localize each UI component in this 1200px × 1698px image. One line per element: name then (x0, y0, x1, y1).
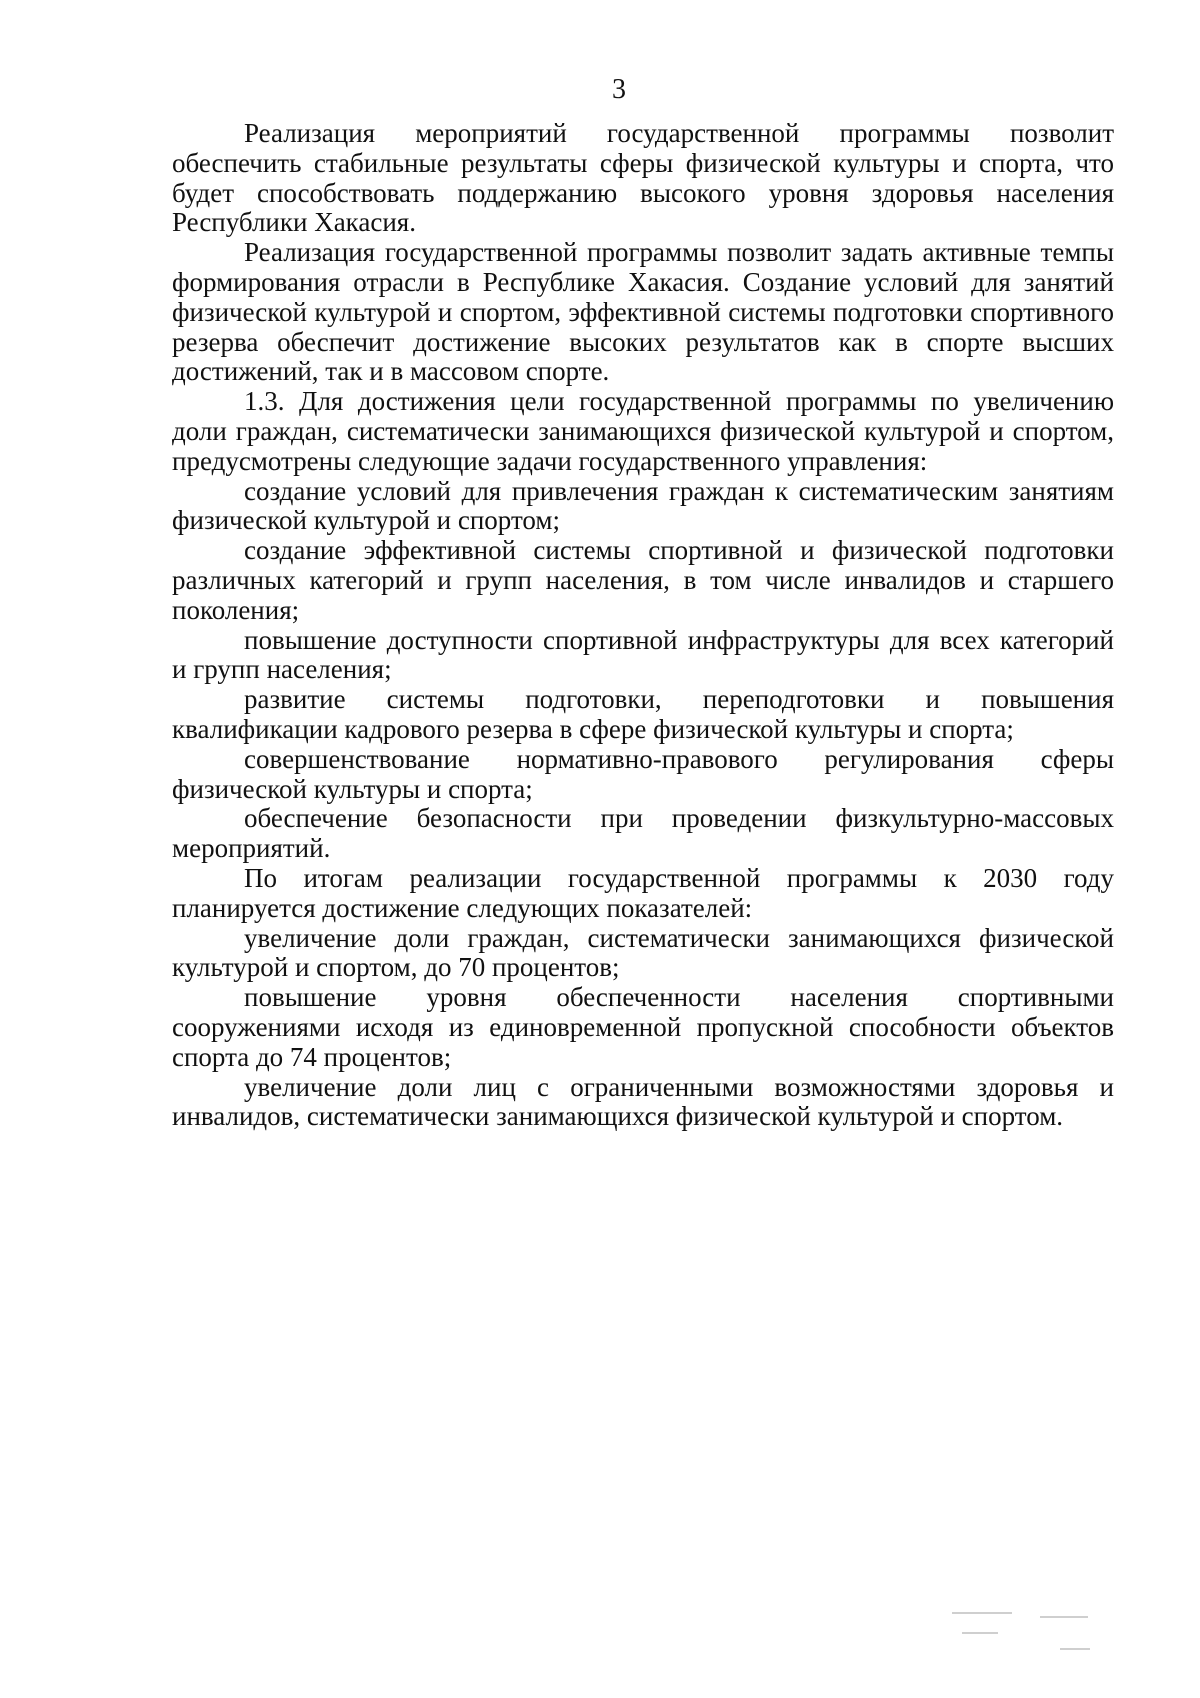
paragraph-8: совершенствование нормативно-правового регулирования сферы физической культуры и спорта; (172, 743, 1114, 804)
paragraph-6: повышение доступности спортивной инфраструктуры для всех категорий и групп населения; (172, 624, 1114, 685)
paragraph-3: 1.3. Для достижения цели государственной программы по увеличению доли граждан, систематически занимающихся физической культурой и спортом, предусмотрены следующие задачи государственного управления: (172, 386, 1114, 476)
paragraph-9: обеспечение безопасности при проведении физкультурно-массовых мероприятий. (172, 803, 1114, 864)
scan-artifact (962, 1632, 998, 1634)
paragraph-12: повышение уровня обеспеченности населения спортивными сооружениями исходя из единовременной пропускной способности объектов спорта до 74 процентов; (172, 982, 1114, 1072)
paragraph-1: Реализация мероприятий государственной программы позволит обеспечить стабильные результаты сферы физической культуры и спорта, что будет способствовать поддержанию высокого уровня здоровья населения Республики Хакасия. (172, 118, 1114, 238)
paragraph-2: Реализация государственной программы позволит задать активные темпы формирования отрасли в Республике Хакасия. Создание условий для занятий физической культурой и спортом, эффективной системы подготовки спортивного резерва обеспечит достижение высоких результатов как в спорте высших достижений, так и в массовом спорте. (172, 237, 1114, 387)
paragraph-5: создание эффективной системы спортивной и физической подготовки различных категорий и групп населения, в том числе инвалидов и старшего поколения; (172, 535, 1114, 625)
paragraph-4: создание условий для привлечения граждан к систематическим занятиям физической культурой и спортом; (172, 475, 1114, 536)
scan-artifact (1040, 1616, 1088, 1618)
scan-artifact (1060, 1648, 1090, 1650)
scan-artifact (952, 1612, 1012, 1614)
paragraph-13: увеличение доли лиц с ограниченными возможностями здоровья и инвалидов, систематически занимающихся физической культурой и спортом. (172, 1071, 1114, 1132)
paragraph-11: увеличение доли граждан, систематически занимающихся физической культурой и спортом, до 70 процентов; (172, 922, 1114, 983)
paragraph-10: По итогам реализации государственной программы к 2030 году планируется достижение следующих показателей: (172, 862, 1114, 923)
document-body (172, 119, 1114, 1132)
paragraph-7: развитие системы подготовки, переподготовки и повышения квалификации кадрового резерва в сфере физической культуры и спорта; (172, 684, 1114, 744)
page-number: 3 (612, 74, 626, 105)
